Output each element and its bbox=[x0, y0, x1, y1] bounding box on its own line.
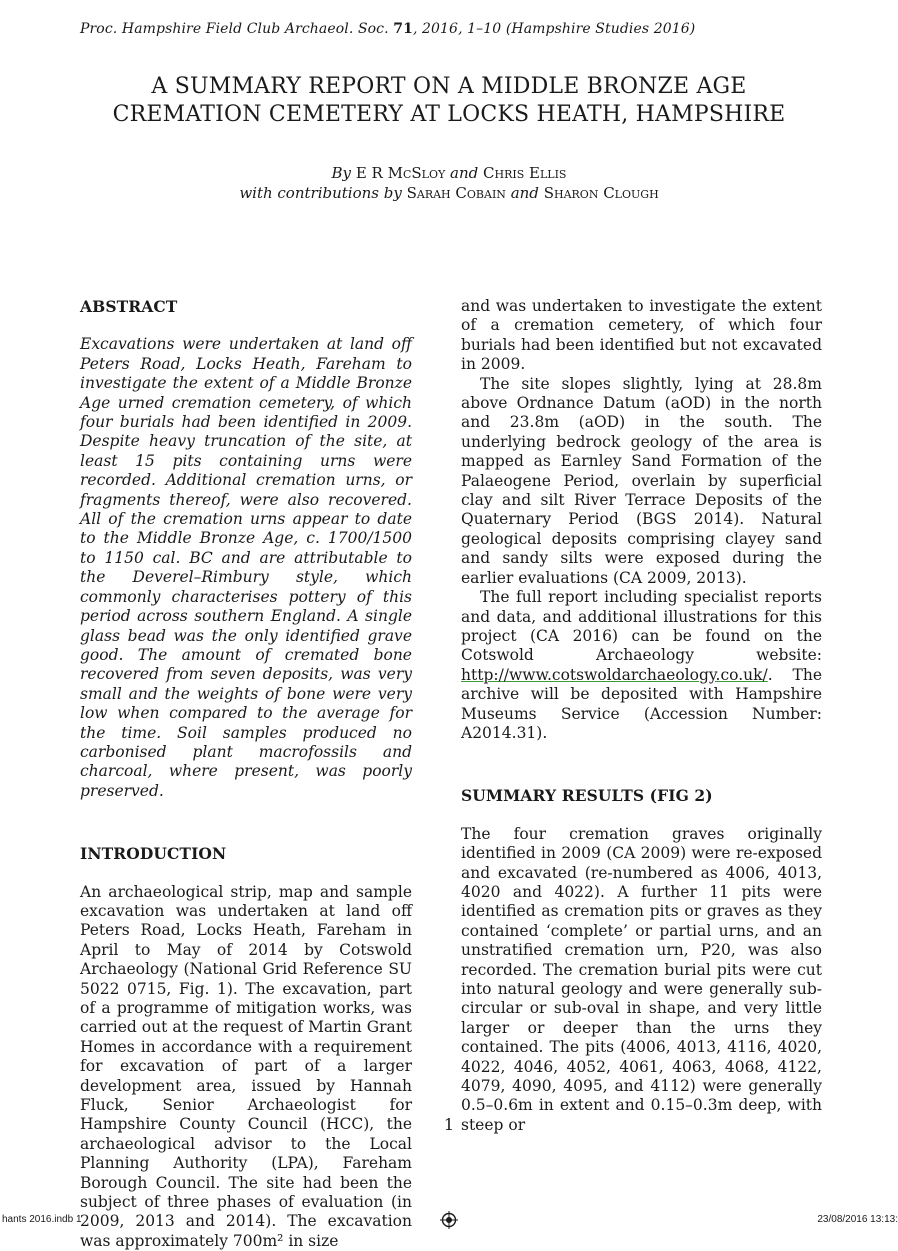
abstract-heading: ABSTRACT bbox=[80, 297, 178, 316]
introduction-paragraph-3: The full report including specialist reports and data, and additional illustrations for this project (CA 2016) can be found on the Cotswold Archaeology website: http://www.cotswoldarchaeology.co.uk/. The archive will be deposited with Hampshire Museums Service (Accession Number: A2014.31). bbox=[461, 588, 822, 742]
contributor-clough: Sharon Clough bbox=[543, 184, 659, 202]
and-label: and bbox=[450, 164, 479, 182]
summary-results-heading: SUMMARY RESULTS (FIG 2) bbox=[461, 786, 713, 806]
introduction-paragraph-2: The site slopes slightly, lying at 28.8m above Ordnance Datum (aOD) in the north and 23.8m (aOD) in the south. The underlying bedrock geology of the area is mapped as Earnley Sand Formation of the Palaeogene Period, overlain by superficial clay and silt River Terrace Deposits of the Quaternary Period (BGS 2014). Natural geological deposits comprising clayey sand and sandy silts were exposed during the earlier evaluations (CA 2009, 2013). bbox=[461, 374, 822, 587]
registration-mark-icon bbox=[440, 1211, 458, 1229]
abstract-text: Excavations were undertaken at land off Peters Road, Locks Heath, Fareham to investigate the extent of a Middle Bronze Age urned cremation cemetery, of which four burials had been identified in 2009. Despite heavy truncation of the site, at least 15 pits containing urns were recorded. Additional cremation urns, or fragments thereof, were also recovered. All of the cremation urns appear to date to the Middle Bronze Age, c. 1700/1500 to 1150 cal. BC and are attributable to the Deverel–Rimbury style, which commonly characterises pottery of this period across southern England. A single glass bead was the only identified grave good. The amount of cremated bone recovered from seven deposits, was very small and the weights of bone were very low when compared to the average for the time. Soil samples produced no carbonised plant macrofossils and charcoal, where present, was poorly preserved. bbox=[80, 335, 412, 800]
journal-details: , 2016, 1–10 (Hampshire Studies 2016) bbox=[412, 21, 696, 37]
introduction-paragraph-1: An archaeological strip, map and sample excavation was undertaken at land off Peters Road, Locks Heath, Fareham in April to May of 2014 by Cotswold Archaeology (National Grid Reference SU 5022 0715, Fig. 1). The excavation, part of a programme of mitigation works, was carried out at the request of Martin Grant Homes in accordance with a requirement for excavation of part of a larger development area, issued by Hannah Fluck, Senior Archaeologist for Hampshire County Council (HCC), the archaeological advisor to the Local Planning Authority (LPA), Fareham Borough Council. The site had been the subject of three phases of evaluation (in 2009, 2013 and 2014). The excavation was approximately 700m² in size bbox=[80, 882, 412, 1250]
and-label: and bbox=[510, 184, 539, 202]
author-mcsloy: E R McSloy bbox=[355, 164, 446, 182]
introduction-paragraph-1-continued: and was undertaken to investigate the extent of a cremation cemetery, of which four burials had been identified but not excavated in 2009. bbox=[461, 297, 822, 374]
contributions-label: with contributions by bbox=[239, 184, 402, 202]
summary-results-paragraph-1: The four cremation graves originally identified in 2009 (CA 2009) were re-exposed and excavated (re-numbered as 4006, 4013, 4020 and 4022). A further 11 pits were identified as cremation pits or graves as they contained ‘complete’ or partial urns, and an unstratified cremation urn, P20, was also recorded. The cremation burial pits were cut into natural geology and were generally sub-circular or sub-oval in shape, and very little larger or deeper than the urns they contained. The pits (4006, 4013, 4116, 4020, 4022, 4046, 4052, 4061, 4063, 4068, 4122, 4079, 4090, 4095, and 4112) were generally 0.5–0.6m in extent and 0.15–0.3m deep, with steep or bbox=[461, 824, 822, 1134]
cotswold-archaeology-link[interactable]: http://www.cotswoldarchaeology.co.uk/ bbox=[461, 665, 768, 684]
print-slug-timestamp: 23/08/2016 13:13: bbox=[817, 1214, 898, 1225]
journal-name: Proc. Hampshire Field Club Archaeol. Soc. bbox=[80, 21, 389, 37]
author-ellis: Chris Ellis bbox=[483, 164, 567, 182]
title-line-2: CREMATION CEMETERY AT LOCKS HEATH, HAMPSHIRE bbox=[112, 102, 786, 127]
contributors-line bbox=[0, 183, 898, 203]
authors-line bbox=[0, 163, 898, 183]
volume-number: 71 bbox=[393, 21, 413, 37]
author-block bbox=[0, 163, 898, 203]
print-slug-file: hants 2016.indb 1 bbox=[2, 1214, 82, 1225]
page-number: 1 bbox=[443, 1115, 455, 1134]
title-line-1: A SUMMARY REPORT ON A MIDDLE BRONZE AGE bbox=[151, 74, 747, 99]
left-column bbox=[80, 297, 412, 1251]
contributor-cobain: Sarah Cobain bbox=[406, 184, 506, 202]
running-head bbox=[80, 21, 840, 37]
right-column bbox=[461, 297, 822, 1135]
by-label: By bbox=[331, 164, 352, 182]
article-title bbox=[0, 73, 898, 129]
introduction-heading: INTRODUCTION bbox=[80, 844, 227, 864]
